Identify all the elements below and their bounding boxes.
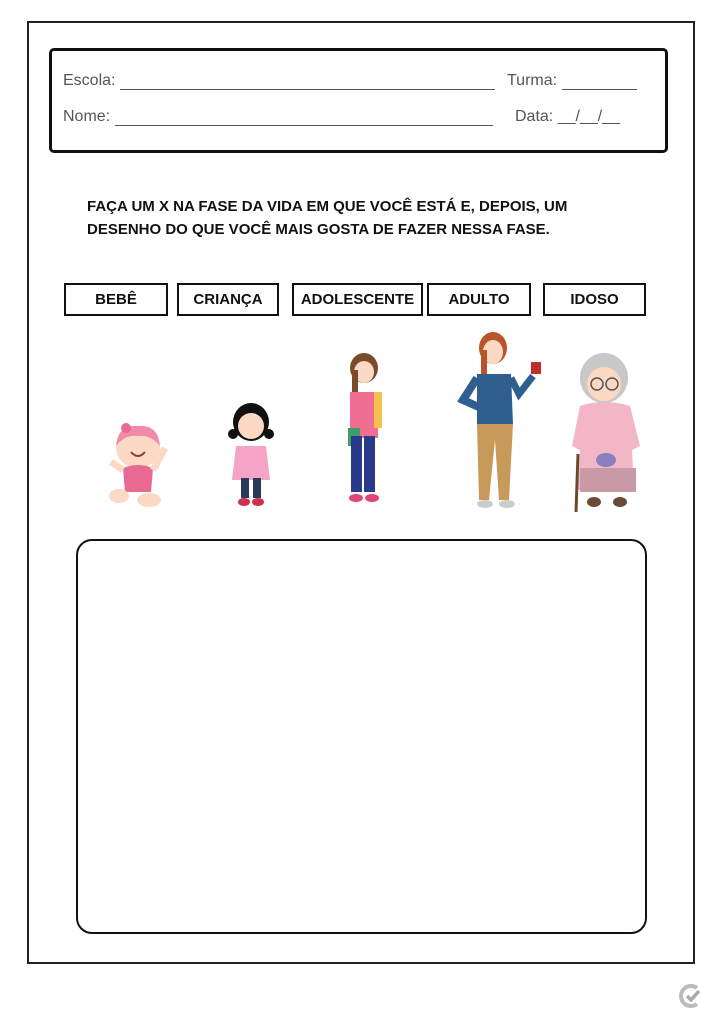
class-label: Turma: <box>507 72 558 89</box>
phase-label: CRIANÇA <box>193 291 263 308</box>
phase-box-baby[interactable] <box>64 283 168 316</box>
phase-box-child[interactable] <box>177 283 279 316</box>
phase-label: ADOLESCENTE <box>300 291 415 308</box>
school-line[interactable] <box>120 75 495 90</box>
class-line[interactable] <box>562 75 637 90</box>
child-icon <box>226 398 276 510</box>
phase-box-elderly[interactable] <box>543 283 646 316</box>
drawing-area[interactable] <box>76 539 647 934</box>
date-blank[interactable]: __/__/__ <box>557 108 620 125</box>
phase-label: IDOSO <box>570 291 619 308</box>
phase-box-teen[interactable] <box>292 283 423 316</box>
phase-label: ADULTO <box>448 291 510 308</box>
phase-label: BEBÊ <box>95 291 137 308</box>
baby-icon <box>105 418 171 510</box>
check-logo-icon <box>677 982 705 1010</box>
school-field[interactable] <box>63 72 495 90</box>
elderly-icon <box>568 350 646 514</box>
name-label: Nome: <box>63 108 111 125</box>
instruction-line-1: FAÇA UM X NA FASE DA VIDA EM QUE VOCÊ ESTÁ E, DEPOIS, UM <box>87 198 568 215</box>
teen-icon <box>342 350 394 510</box>
name-line[interactable] <box>115 111 493 126</box>
class-field[interactable] <box>507 72 637 90</box>
header-box <box>49 48 668 153</box>
phase-box-adult[interactable] <box>427 283 531 316</box>
name-field[interactable] <box>63 108 493 126</box>
instruction-line-2: DESENHO DO QUE VOCÊ MAIS GOSTA DE FAZER NESSA FASE. <box>87 221 550 238</box>
instruction <box>87 195 627 241</box>
adult-icon <box>455 330 547 510</box>
date-label: Data: <box>515 108 554 125</box>
date-field[interactable] <box>515 108 620 126</box>
school-label: Escola: <box>63 72 116 89</box>
